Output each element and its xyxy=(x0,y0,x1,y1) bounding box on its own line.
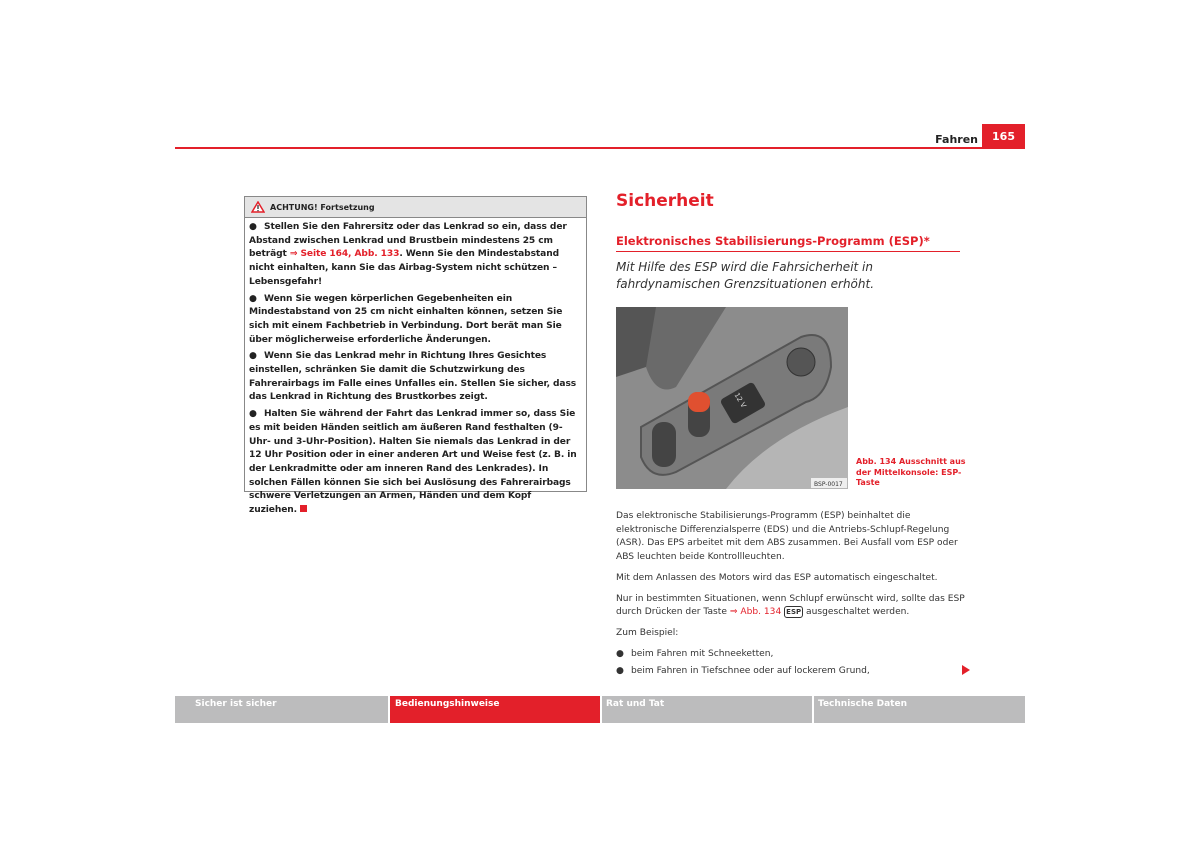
figure-console-image xyxy=(616,307,848,489)
lead-text: Mit Hilfe des ESP wird die Fahrsicherheit in fahrdynamischen Grenzsituationen erhöht. xyxy=(616,260,875,291)
tab-technische-daten[interactable]: Technische Daten xyxy=(814,696,1025,723)
paragraph: Mit dem Anlassen des Motors wird das ESP automatisch eingeschaltet. xyxy=(616,572,938,583)
paragraph: Nur in bestimmten Situationen, wenn Schlupf erwünscht wird, sollte das ESP durch Drücken der Taste ⇒ Abb. 134 ESP ausgeschaltet werden. xyxy=(616,593,965,618)
esp-key-icon: ESP xyxy=(786,608,802,617)
tab-rat-und-tat[interactable]: Rat und Tat xyxy=(602,696,812,723)
socket-label: 12 V xyxy=(732,391,748,410)
warning-triangle-icon xyxy=(251,201,265,213)
warning-item: ● Wenn Sie wegen körperlichen Gegebenheiten ein Mindestabstand von 25 cm nicht einhalten können, setzen Sie sich mit einem Fachbetrieb in Verbindung. Dort berät man Sie über möglicherweise erforderliche Änderungen. xyxy=(249,293,563,345)
page-number: 165 xyxy=(982,124,1025,148)
list-item: ● beim Fahren mit Schneeketten, xyxy=(616,648,774,659)
list-item: ● beim Fahren in Tiefschnee oder auf lockerem Grund, xyxy=(616,666,870,677)
figure-link[interactable]: ⇒ Abb. 134 xyxy=(729,607,782,618)
paragraph: Zum Beispiel: xyxy=(616,627,679,638)
warning-item: ● Stellen Sie den Fahrersitz oder das Lenkrad so ein, dass der Abstand zwischen Lenkrad und Brustbein mindestens 25 cm beträgt ⇒ Seite 164, Abb. 133. Wenn Sie den Mindestabstand nicht einhalten, kann Sie das Airbag-System nicht schützen – Lebensgefahr! xyxy=(249,222,567,287)
end-marker-icon xyxy=(300,505,307,512)
tab-bedienungshinweise[interactable]: Bedienungshinweise xyxy=(390,696,600,723)
body-text xyxy=(616,510,966,683)
page-link[interactable]: ⇒ Seite 164, Abb. 133 xyxy=(289,249,400,260)
paragraph: Das elektronische Stabilisierungs-Programm (ESP) beinhaltet die elektronische Differenzialsperre (EDS) und die Antriebs-Schlupf-Regelung (ASR). Das EPS arbeitet mit dem ABS zusammen. Bei Ausfall vom ESP oder ABS leuchten beide Kontrollleuchten. xyxy=(616,511,958,563)
warning-box xyxy=(244,196,587,516)
section-title: Sicherheit xyxy=(616,191,714,211)
tab-sicher-ist-sicher[interactable]: Sicher ist sicher xyxy=(175,696,388,723)
continue-arrow-icon xyxy=(962,665,970,675)
figure-caption: Abb. 134 Ausschnitt aus der Mittelkonsole: ESP-Taste xyxy=(856,457,966,487)
warning-item: ● Halten Sie während der Fahrt das Lenkrad immer so, dass Sie es mit beiden Händen seitlich am äußeren Rand festhalten (9-Uhr- und 3-Uhr-Position). Halten Sie niemals das Lenkrad in der 12 Uhr Position oder in einer anderen Art und Weise fest (z. B. in der Lenkradmitte oder am inneren Rand des Lenkrades). In solchen Fällen können Sie sich bei Auslösung des Fahrerairbags schwere Verletzungen an Armen, Händen und dem Kopf zuziehen. xyxy=(249,409,577,516)
figure-code: BSP-0017 xyxy=(814,481,843,488)
warning-title: ACHTUNG! Fortsetzung xyxy=(270,202,375,212)
header-rule xyxy=(175,147,1025,149)
warning-item: ● Wenn Sie das Lenkrad mehr in Richtung Ihres Gesichtes einstellen, schränken Sie damit die Schutzwirkung des Fahrerairbags im Falle eines Unfalles ein. Stellen Sie sicher, dass das Lenkrad in Richtung des Brustkorbes zeigt. xyxy=(249,351,577,403)
warning-header xyxy=(245,197,586,218)
section-subtitle: Elektronisches Stabilisierungs-Programm (ESP)* xyxy=(616,234,960,252)
chapter-title: Fahren xyxy=(935,133,978,146)
